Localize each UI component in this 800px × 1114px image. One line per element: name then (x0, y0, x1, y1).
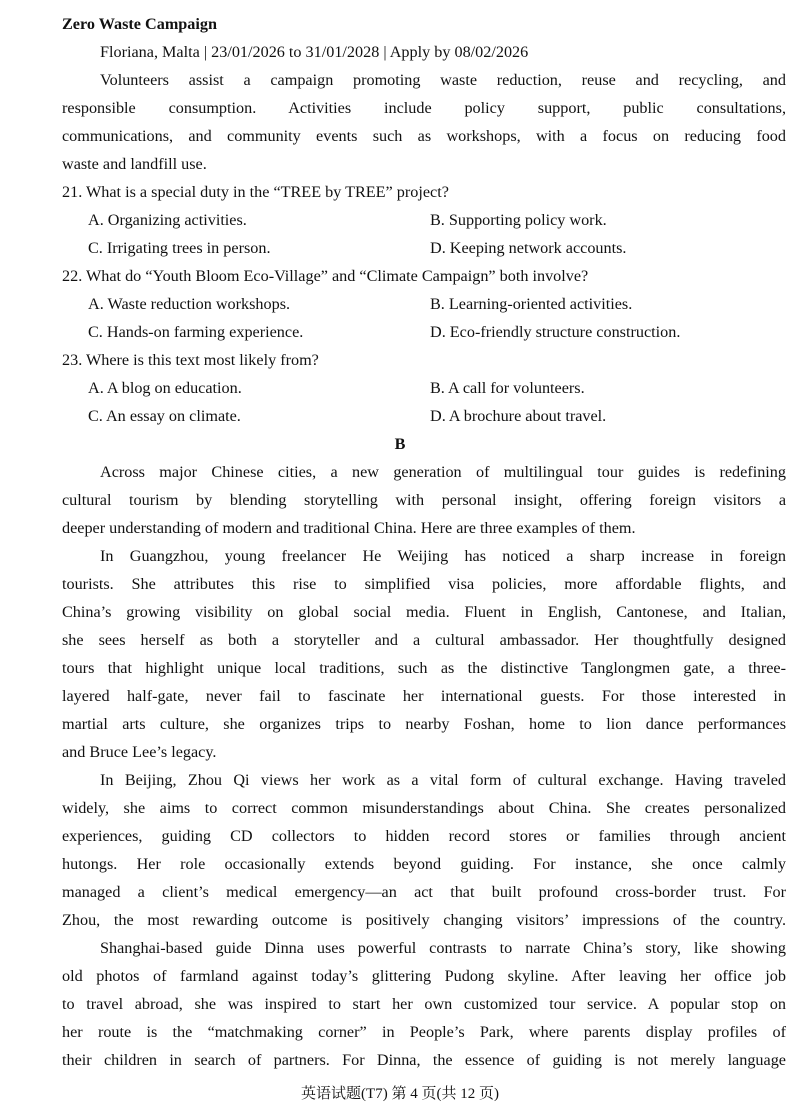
paragraph-line: In Beijing, Zhou Qi views her work as a vital form of cultural exchange. Having traveled (100, 771, 786, 789)
paragraph-line: deeper understanding of modern and traditional China. Here are three examples of them. (62, 519, 636, 537)
paragraph-line: Shanghai-based guide Dinna uses powerful contrasts to narrate China’s story, like showing (100, 939, 786, 957)
question-23-option-d: D. A brochure about travel. (430, 407, 607, 425)
paragraph-line: to travel abroad, she was inspired to start her own customized tour service. A popular stop on (62, 995, 786, 1013)
question-22-option-c: C. Hands-on farming experience. (88, 323, 304, 341)
question-22-option-b: B. Learning-oriented activities. (430, 295, 633, 313)
paragraph-line: In Guangzhou, young freelancer He Weijing has noticed a sharp increase in foreign (100, 547, 786, 565)
question-21-stem: 21. What is a special duty in the “TREE by TREE” project? (62, 183, 449, 201)
paragraph-line: martial arts culture, she organizes trips to nearby Foshan, home to lion dance performances (62, 715, 786, 733)
question-21-option-d: D. Keeping network accounts. (430, 239, 627, 257)
question-23-option-c: C. An essay on climate. (88, 407, 241, 425)
paragraph-line: their children in search of partners. For Dinna, the essence of guiding is not merely language (62, 1051, 786, 1069)
campaign-body-line: communications, and community events such as workshops, with a focus on reducing food (62, 127, 786, 145)
paragraph-line: hutongs. Her role occasionally extends beyond guiding. For instance, she once calmly (62, 855, 786, 873)
paragraph-line: tourists. She attributes this rise to simplified visa policies, more affordable flights, and (62, 575, 786, 593)
paragraph-line: her route is the “matchmaking corner” in People’s Park, where parents display profiles of (62, 1023, 786, 1041)
paragraph-line: cultural tourism by blending storytelling with personal insight, offering foreign visitors a (62, 491, 786, 509)
question-21-option-a: A. Organizing activities. (88, 211, 247, 229)
question-23-option-b: B. A call for volunteers. (430, 379, 585, 397)
question-22-option-d: D. Eco-friendly structure construction. (430, 323, 681, 341)
paragraph-line: widely, she aims to correct common misunderstandings about China. She creates personalized (62, 799, 786, 817)
campaign-meta: Floriana, Malta | 23/01/2026 to 31/01/2028 | Apply by 08/02/2026 (100, 43, 529, 61)
question-22-stem: 22. What do “Youth Bloom Eco-Village” and “Climate Campaign” both involve? (62, 267, 589, 285)
paragraph-line: managed a client’s medical emergency—an act that built profound cross-border trust. For (62, 883, 786, 901)
paragraph-line: tours that highlight unique local traditions, such as the distinctive Tanglongmen gate, a three- (62, 659, 786, 677)
paragraph-line: old photos of farmland against today’s glittering Pudong skyline. After leaving her office job (62, 967, 786, 985)
paragraph-line: and Bruce Lee’s legacy. (62, 743, 217, 761)
question-21-option-b: B. Supporting policy work. (430, 211, 607, 229)
campaign-title: Zero Waste Campaign (62, 15, 217, 33)
section-heading: B (394, 435, 406, 453)
question-23-option-a: A. A blog on education. (88, 379, 242, 397)
page-footer: 英语试题(T7) 第 4 页(共 12 页) (301, 1086, 499, 1102)
paragraph-line: China’s growing visibility on global social media. Fluent in English, Cantonese, and Italian, (62, 603, 786, 621)
campaign-body-line: Volunteers assist a campaign promoting waste reduction, reuse and recycling, and (100, 71, 786, 89)
campaign-body-line: waste and landfill use. (62, 155, 207, 173)
paragraph-line: layered half-gate, never fail to fascinate her international guests. For those interested in (62, 687, 786, 705)
campaign-body-line: responsible consumption. Activities include policy support, public consultations, (62, 99, 786, 117)
question-23-stem: 23. Where is this text most likely from? (62, 351, 319, 369)
paragraph-line: Across major Chinese cities, a new generation of multilingual tour guides is redefining (100, 463, 786, 481)
paragraph-line: Zhou, the most rewarding outcome is positively changing visitors’ impressions of the country. (62, 911, 786, 929)
paragraph-line: experiences, guiding CD collectors to hidden record stores or families through ancient (62, 827, 786, 845)
question-22-option-a: A. Waste reduction workshops. (88, 295, 291, 313)
question-21-option-c: C. Irrigating trees in person. (88, 239, 271, 257)
paragraph-line: she sees herself as both a storyteller and a cultural ambassador. Her thoughtfully designed (62, 631, 786, 649)
